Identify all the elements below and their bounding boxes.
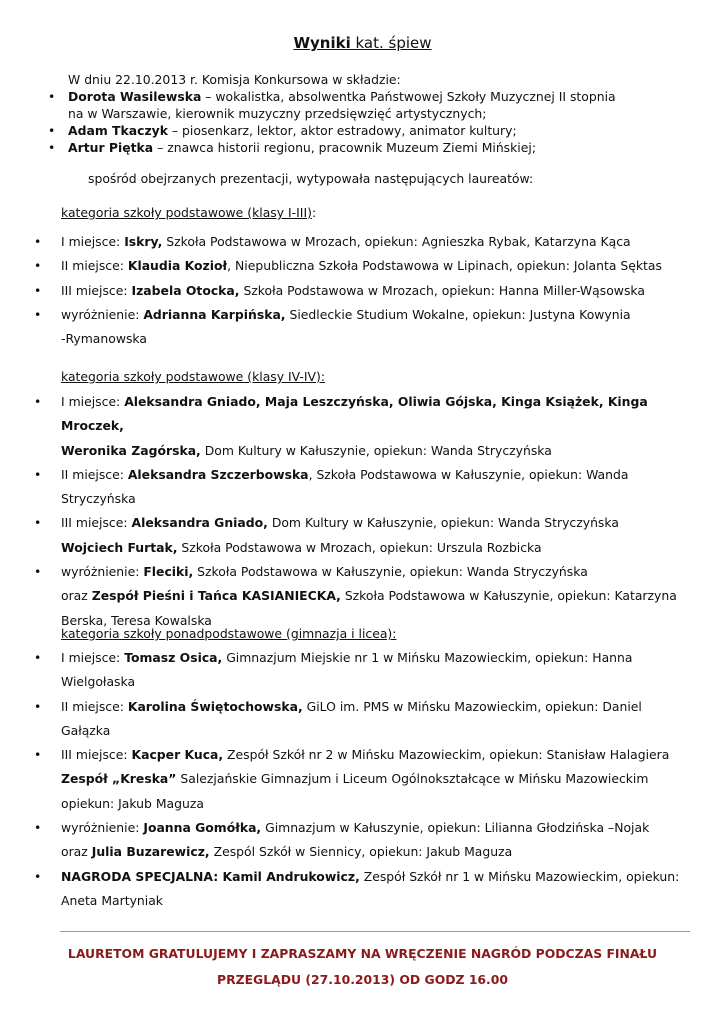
intro-text: W dniu 22.10.2013 r. Komisja Konkursowa w składzie: [68, 72, 401, 87]
results-list [34, 646, 694, 913]
list-item: • III miejsce: Kacper Kuca, Zespół Szkół nr 2 w Mińsku Mazowieckim, opiekun: Stanisław Halagiera [34, 747, 670, 763]
results-list [34, 390, 694, 633]
list-item-continuation: Aneta Martyniak [61, 892, 163, 908]
jury-item: • Adam Tkaczyk – piosenkarz, lektor, aktor estradowy, animator kultury; [48, 123, 517, 138]
list-item-continuation: Gałązka [61, 722, 111, 738]
category-heading: kategoria szkoły podstawowe (klasy IV-IV): [61, 369, 326, 384]
list-item: • II miejsce: Karolina Świętochowska, GiLO im. PMS w Mińsku Mazowieckim, opiekun: Daniel [34, 698, 642, 714]
list-item-continuation: -Rymanowska [61, 331, 147, 347]
jury-item-continuation: na w Warszawie, kierownik muzyczny przedsięwzięć artystycznych; [68, 106, 487, 121]
list-item-continuation: Berska, Teresa Kowalska [61, 612, 212, 628]
divider [60, 931, 690, 932]
footer-line: LAURETOM GRATULUJEMY I ZAPRASZAMY NA WRĘCZENIE NAGRÓD PODCZAS FINAŁU [67, 946, 658, 961]
list-item: • wyróżnienie: Joanna Gomółka, Gimnazjum w Kałuszynie, opiekun: Lilianna Głodzińska –Nojak [34, 820, 650, 836]
footer-line: PRZEGLĄDU (27.10.2013) OD GODZ 16.00 [216, 972, 509, 987]
bullet: • [48, 140, 56, 155]
bullet: • [48, 89, 56, 104]
list-item: • III miejsce: Aleksandra Gniado, Dom Kultury w Kałuszynie, opiekun: Wanda Stryczyńska [34, 515, 619, 531]
list-item-continuation: Weronika Zagórska, Dom Kultury w Kałuszynie, opiekun: Wanda Stryczyńska [61, 442, 552, 458]
list-item: • II miejsce: Aleksandra Szczerbowska, Szkoła Podstawowa w Kałuszynie, opiekun: Wanda [34, 466, 629, 482]
page-title: Wyniki kat. śpiew [293, 34, 432, 52]
category-heading: kategoria szkoły podstawowe (klasy I-III): [61, 205, 317, 220]
jury-item: • Dorota Wasilewska – wokalistka, absolwentka Państwowej Szkoły Muzycznej II stopnia [48, 89, 616, 104]
list-item-continuation: Zespół „Kreska” Salezjańskie Gimnazjum i Liceum Ogólnokształcące w Mińsku Mazowieckim [61, 771, 649, 787]
lead-text: spośród obejrzanych prezentacji, wytypowała następujących laureatów: [88, 171, 534, 186]
list-item-continuation: oraz Julia Buzarewicz, Zespól Szkół w Siennicy, opiekun: Jakub Maguza [61, 844, 513, 860]
list-item-continuation: Wojciech Furtak, Szkoła Podstawowa w Mrozach, opiekun: Urszula Rozbicka [61, 539, 542, 555]
bullet: • [48, 123, 56, 138]
list-item: • wyróżnienie: Adrianna Karpińska, Siedleckie Studium Wokalne, opiekun: Justyna Kowynia [34, 306, 631, 322]
list-item: • NAGRODA SPECJALNA: Kamil Andrukowicz, Zespół Szkół nr 1 w Mińsku Mazowieckim, opiekun: [34, 868, 680, 884]
results-list [34, 230, 694, 351]
list-item: • I miejsce: Tomasz Osica, Gimnazjum Miejskie nr 1 w Mińsku Mazowieckim, opiekun: Hanna [34, 650, 633, 665]
jury-list [48, 88, 688, 156]
list-item: • I miejsce: Iskry, Szkoła Podstawowa w Mrozach, opiekun: Agnieszka Rybak, Katarzyna Kąca [34, 234, 631, 249]
category-heading: kategoria szkoły ponadpodstawowe (gimnazja i licea): [61, 626, 397, 641]
list-item-continuation: oraz Zespół Pieśni i Tańca KASIANIECKA, Szkoła Podstawowa w Kałuszynie, opiekun: Katarzyna [61, 588, 677, 604]
jury-item: • Artur Piętka – znawca historii regionu, pracownik Muzeum Ziemi Mińskiej; [48, 140, 536, 155]
list-item: • I miejsce: Aleksandra Gniado, Maja Leszczyńska, Oliwia Gójska, Kinga Książek, Kinga Mroczek, [34, 394, 648, 434]
list-item: • wyróżnienie: Fleciki, Szkoła Podstawowa w Kałuszynie, opiekun: Wanda Stryczyńska [34, 564, 588, 580]
list-item: • II miejsce: Klaudia Kozioł, Niepubliczna Szkoła Podstawowa w Lipinach, opiekun: Jolanta Sęktas [34, 258, 662, 274]
list-item-continuation: Wielgołaska [61, 674, 136, 690]
list-item: • III miejsce: Izabela Otocka, Szkoła Podstawowa w Mrozach, opiekun: Hanna Miller-Wąsowska [34, 282, 645, 298]
list-item-continuation: opiekun: Jakub Maguza [61, 795, 204, 811]
list-item-continuation: Stryczyńska [61, 491, 136, 507]
